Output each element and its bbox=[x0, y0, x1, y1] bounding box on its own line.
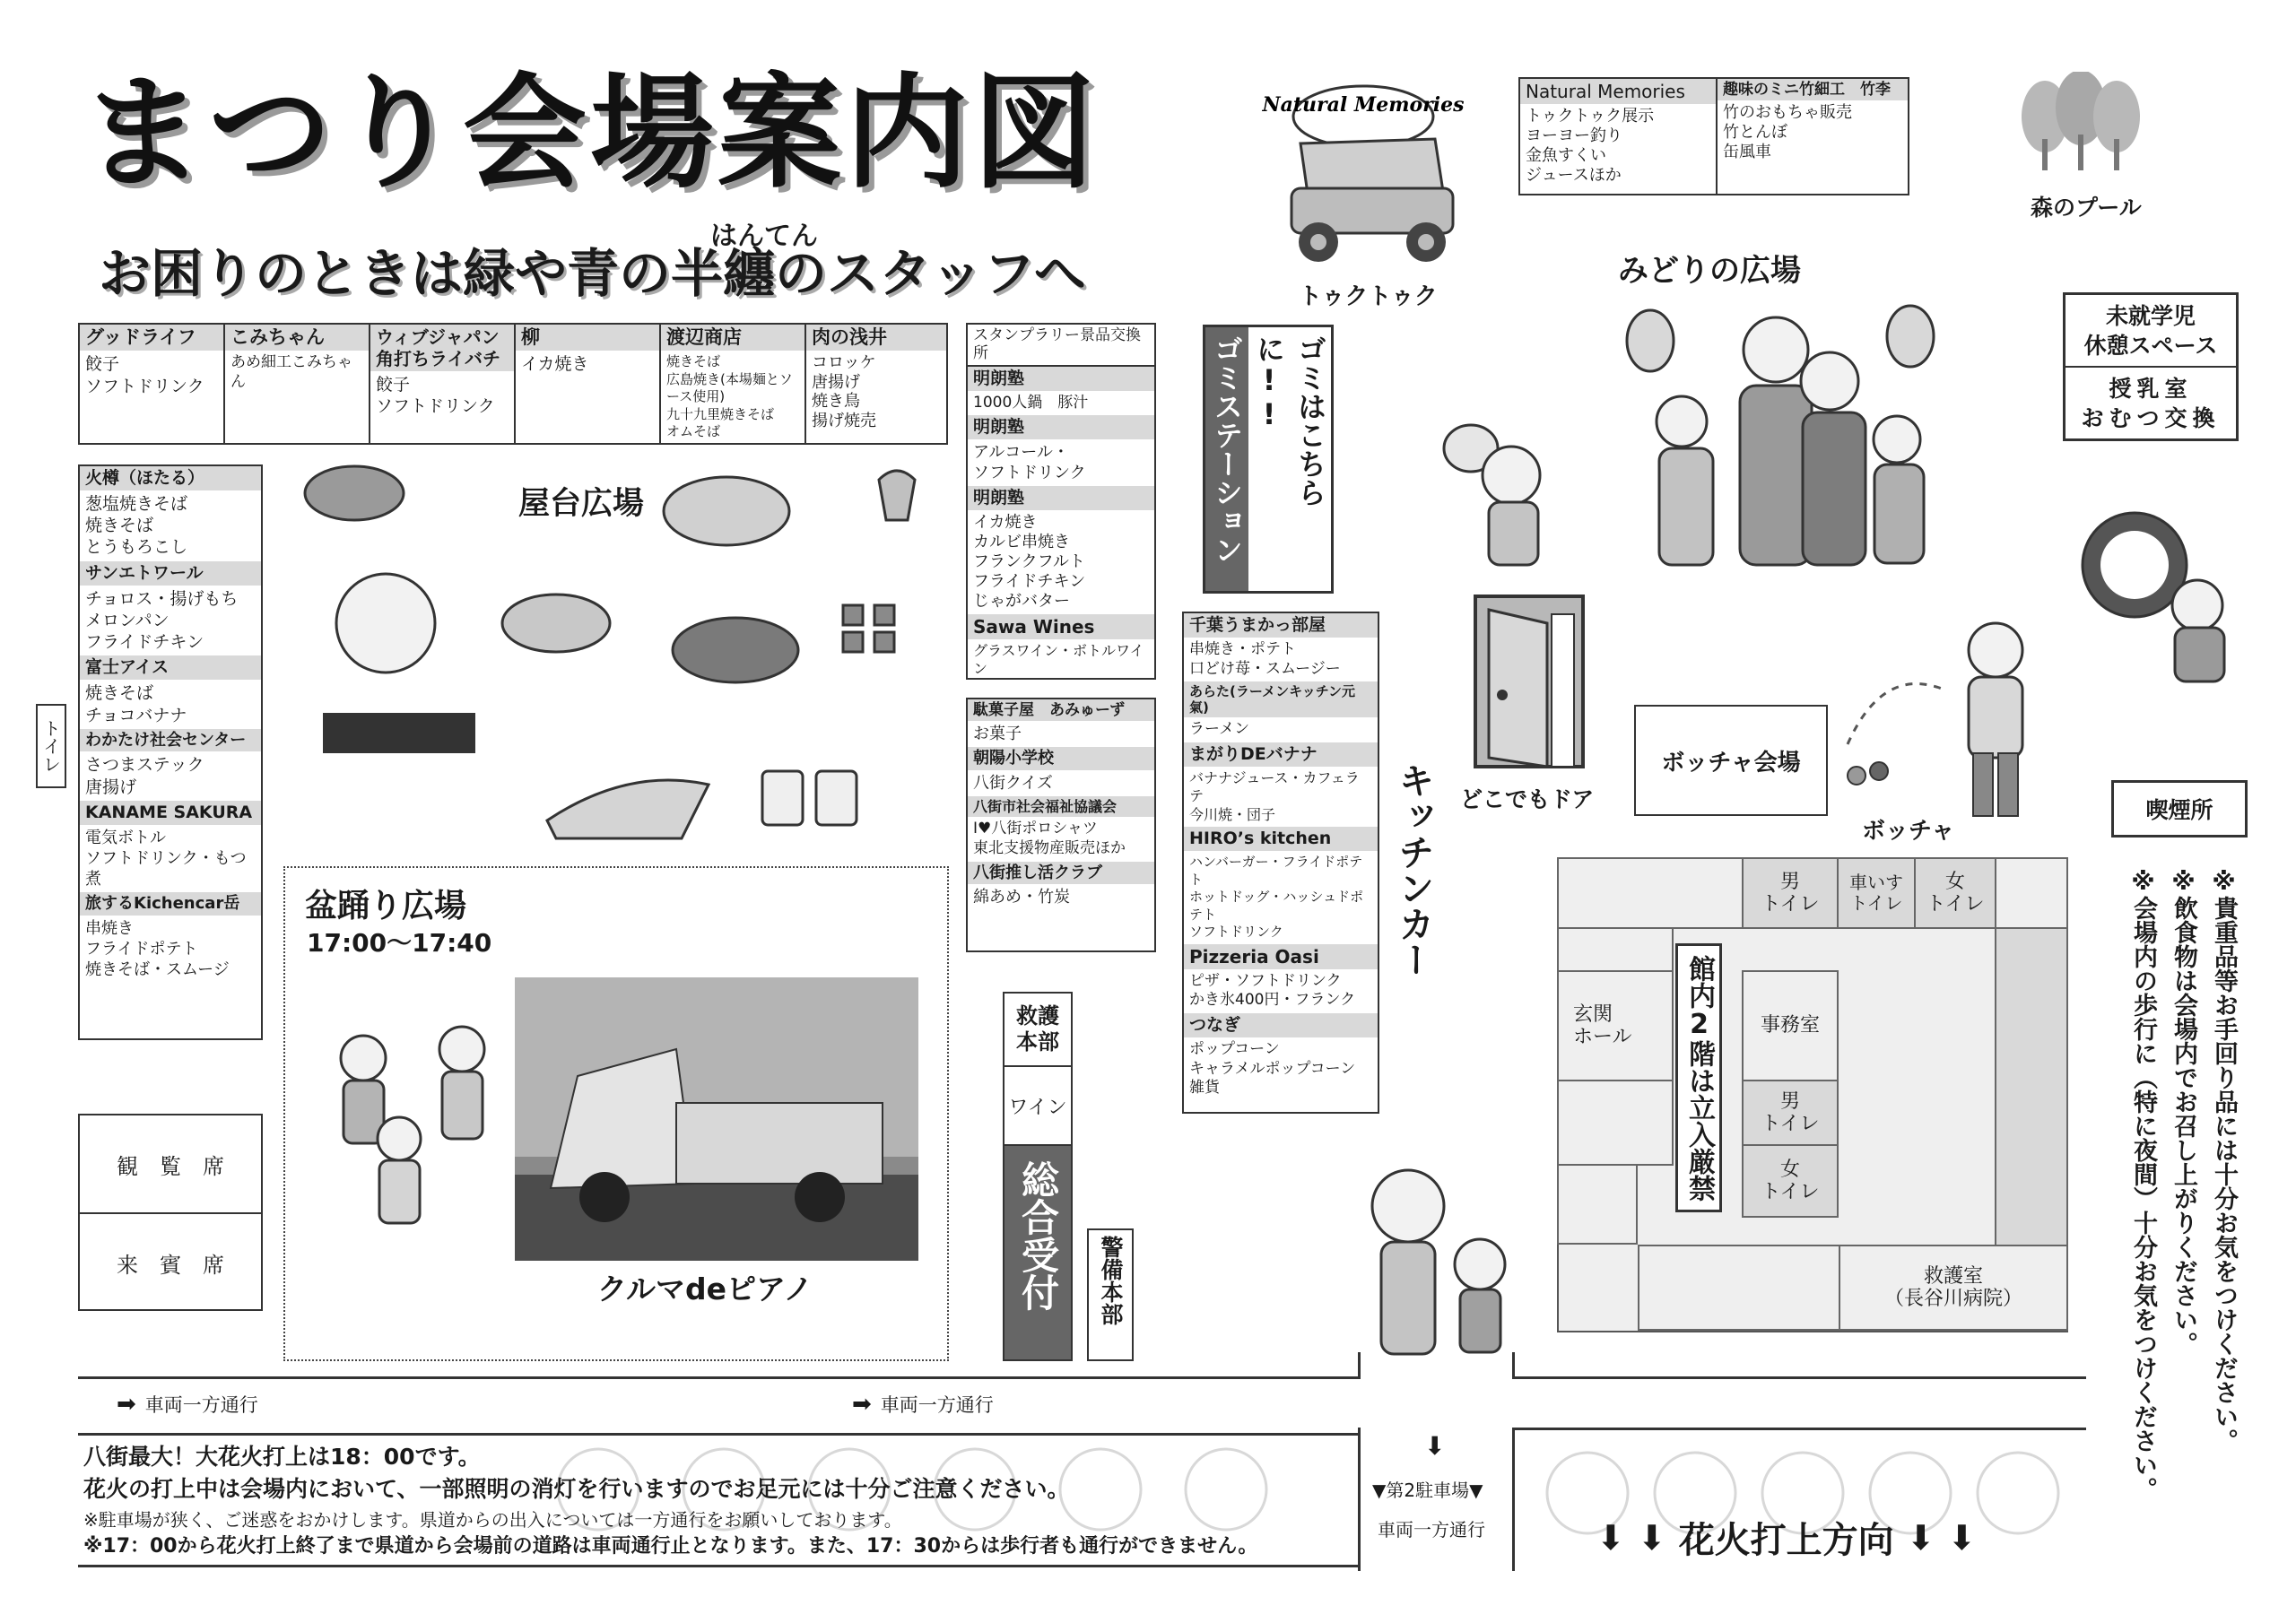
vendor-items: 餃子 ソフトドリンク bbox=[85, 354, 204, 396]
top-vendor-table bbox=[78, 323, 948, 445]
note-walking: ※会場内の歩行に（特に夜間）十分お気をつけください。 bbox=[2129, 868, 2157, 1501]
note-parking: ※駐車場が狭く、ご迷惑をおかけします。県道からの出入については一方通行をお願いしております。 bbox=[83, 1509, 902, 1531]
arrow-right-icon: ➡ bbox=[117, 1391, 136, 1418]
room-women-toilet: 女 トイレ bbox=[1742, 1144, 1839, 1218]
vendor-name: 駄菓子屋 あみゅーず bbox=[968, 699, 1154, 721]
vendor-name: スタンプラリー景品交換所 bbox=[968, 325, 1154, 367]
tuktuk-icon bbox=[1256, 72, 1471, 278]
parking-oneway-label: 車両一方通行 bbox=[1378, 1519, 1485, 1541]
kannai-warning bbox=[1675, 943, 1722, 1212]
room-bottom-left bbox=[1638, 1245, 1840, 1331]
seating-box bbox=[78, 1114, 263, 1311]
vendor-name: グッドライフ bbox=[80, 325, 223, 351]
food-icons bbox=[287, 453, 969, 865]
bon-odori-time: 17:00～17:40 bbox=[307, 928, 492, 958]
festival-dancer-icon bbox=[2081, 502, 2269, 717]
keibi-honbu-label: 警備本部 bbox=[1098, 1236, 1124, 1325]
smoking-area bbox=[2111, 780, 2248, 838]
toilet-label: トイレ bbox=[39, 719, 62, 773]
vendor-name: 渡辺商店 bbox=[661, 325, 804, 351]
vendor-cell bbox=[370, 325, 516, 443]
midori-plaza-label: みどりの広場 bbox=[1618, 253, 1801, 289]
subtitle-ruby: はんてん bbox=[710, 221, 818, 252]
gomi-here-label: ゴミはこちらに!! bbox=[1252, 334, 1327, 507]
wine-booth: ワイン bbox=[1004, 1067, 1071, 1146]
vendor-name: ウィブジャパン 角打ちライバチ bbox=[370, 325, 514, 371]
forest-trees-icon bbox=[2018, 72, 2144, 170]
vendor-name: まがりDEバナナ bbox=[1184, 742, 1378, 767]
vendor-cell bbox=[225, 325, 370, 443]
oneway-label: 車両一方通行 bbox=[144, 1394, 258, 1416]
road-line-right-post bbox=[1512, 1352, 1515, 1379]
vendor-items: 八街クイズ bbox=[973, 774, 1053, 794]
vendor-items: 串焼き・ポテト 口どけ苺・スムージー bbox=[1189, 639, 1341, 678]
road-lower-line bbox=[1512, 1428, 2086, 1430]
note-food: ※飲食物は会場内でお召し上がりください。 bbox=[2170, 868, 2197, 1356]
vendor-name: 肉の浅井 bbox=[806, 325, 946, 351]
vendor-name: KANAME SAKURA bbox=[80, 801, 261, 825]
vendor-name: 千葉うまかっ部屋 bbox=[1184, 613, 1378, 638]
vendor-name: Pizzeria Oasi bbox=[1184, 944, 1378, 969]
vendor-items: ハンバーガー・フライドポテト ホットドッグ・ハッシュドポテト ソフトドリンク bbox=[1189, 854, 1364, 941]
vendor-items: さつまステック 唐揚げ bbox=[85, 755, 204, 797]
gomi-station-label: ゴミステーション bbox=[1210, 334, 1244, 564]
vendor-items: トゥクトゥク展示 ヨーヨー釣り 金魚すくい ジュースほか bbox=[1526, 107, 1655, 185]
kyugo-honbu: 救護 本部 bbox=[1004, 994, 1071, 1067]
room-men-toilet: 男 トイレ bbox=[1742, 1080, 1839, 1146]
vendor-cell bbox=[80, 325, 225, 443]
vendor-items: 1000人鍋 豚汁 bbox=[973, 393, 1089, 412]
vendor-items: イカ焼き bbox=[521, 354, 589, 375]
vendor-name: こみちゃん bbox=[225, 325, 369, 351]
road-lower-right bbox=[1512, 1428, 1515, 1571]
fireworks-direction bbox=[1534, 1444, 2072, 1569]
vendor-items: チョロス・揚げもち メロンパン フライドチキン bbox=[85, 588, 239, 653]
arrow-right-icon: ➡ bbox=[852, 1391, 872, 1418]
arrow-down-icon: ⬇ bbox=[1596, 1517, 1625, 1558]
vendor-items: バナナジュース・カフェラテ 今川焼・団子 bbox=[1189, 768, 1360, 823]
vendor-items: グラスワイン・ボトルワイン bbox=[973, 641, 1144, 678]
piano-label: クルマdeピアノ bbox=[597, 1271, 813, 1306]
vendor-items: 串焼き フライドポテト 焼きそば・スムージ bbox=[85, 918, 230, 979]
dancers-icon bbox=[318, 1022, 507, 1228]
vendor-name: Sawa Wines bbox=[968, 614, 1154, 639]
room-wheelchair-toilet: 車いす トイレ bbox=[1837, 857, 1916, 929]
vendor-name: 富士アイス bbox=[80, 655, 261, 680]
vendor-name: 趣味のミニ竹細工 竹李 bbox=[1718, 79, 1908, 100]
door-icon bbox=[1471, 592, 1587, 771]
vendor-items: 焼きそば チョコバナナ bbox=[85, 683, 187, 725]
vendor-items: I♥八街ポロシャツ 東北支援物産販売ほか bbox=[973, 820, 1126, 857]
vendor-name: 火樽（ほたる） bbox=[80, 466, 261, 490]
nursery-label: 未就学児 休憩スペース bbox=[2066, 295, 2236, 368]
right-vendor-column bbox=[1182, 612, 1379, 1114]
smoking-label: 喫煙所 bbox=[2145, 797, 2213, 823]
vendor-items: 綿あめ・竹炭 bbox=[973, 888, 1070, 907]
nursing-room-label: 授乳室 おむつ交換 bbox=[2081, 376, 2221, 431]
yatai-plaza-label: 屋台広場 bbox=[518, 486, 645, 522]
kyugo-wine-sogo bbox=[1003, 992, 1073, 1361]
bon-odori-title: 盆踊り広場 bbox=[305, 888, 467, 924]
festival-family-icon bbox=[1614, 296, 1946, 601]
room-strip bbox=[1557, 857, 1744, 929]
vendor-name: わかたけ社会センター bbox=[80, 729, 261, 752]
keibi-honbu bbox=[1087, 1228, 1134, 1361]
room-left-bottom bbox=[1557, 1164, 1638, 1245]
vendor-name: 明朗塾 bbox=[968, 415, 1154, 439]
vendor-items: お菓子 bbox=[973, 725, 1022, 744]
gomi-station bbox=[1203, 325, 1334, 594]
arrow-down-icon: ⬇ bbox=[1906, 1517, 1935, 1558]
tuktuk-sign: Natural Memories bbox=[1262, 93, 1465, 117]
note-road-closure: ※17：00から花火打上終了まで県道から会場前の道路は車両通行止となります。また、17：30からは歩行者も通行ができません。 bbox=[83, 1535, 1258, 1558]
road-line-left bbox=[78, 1376, 1361, 1379]
vendor-name: サンエトワール bbox=[80, 561, 261, 586]
dokodemo-door-label: どこでもドア bbox=[1460, 786, 1595, 812]
room-left-mid bbox=[1557, 1080, 1674, 1166]
vendor-items: 竹のおもちゃ販売 竹とんぼ 缶風車 bbox=[1723, 103, 1852, 162]
vendor-items: 電気ボトル ソフトドリンク・もつ煮 bbox=[85, 828, 247, 889]
parking-arrow-icon: ⬇ bbox=[1424, 1431, 1446, 1461]
room-genkan: 玄関 ホール bbox=[1557, 970, 1674, 1081]
raihin-seat: 来 賓 席 bbox=[117, 1252, 224, 1278]
vendor-items: アルコール・ ソフトドリンク bbox=[973, 443, 1086, 483]
page-title: まつり会場案内図 bbox=[81, 61, 1100, 205]
vendor-name: つなぎ bbox=[1184, 1013, 1378, 1037]
vendor-name: 旅するKichencar岳 bbox=[80, 892, 261, 916]
vendor-items: 餃子 ソフトドリンク bbox=[376, 375, 495, 417]
kannai-warning-label: 館内2階は立入厳禁 bbox=[1683, 955, 1715, 1202]
vendor-items: ラーメン bbox=[1189, 720, 1250, 739]
vendor-name: HIRO’s kitchen bbox=[1184, 827, 1378, 851]
mid-vendor-column-a bbox=[966, 323, 1156, 680]
vendor-name: 八街市社会福祉協議会 bbox=[968, 796, 1154, 817]
vendor-name: 柳 bbox=[516, 325, 659, 351]
room-women-toilet-top: 女 トイレ bbox=[1914, 857, 1996, 929]
natural-memories-table bbox=[1518, 77, 1909, 195]
vendor-name: あらた(ラーメンキッチン元氣) bbox=[1184, 681, 1378, 717]
vendor-name: 八街推し活クラブ bbox=[968, 862, 1154, 885]
arrow-down-icon: ⬇ bbox=[1637, 1517, 1666, 1558]
forest-pool-label: 森のプール bbox=[2031, 195, 2142, 221]
note-lights-off: 花火の打上中は会場内において、一部照明の消灯を行いますのでお足元には十分ご注意ください。 bbox=[83, 1476, 1070, 1502]
road-line-right bbox=[1512, 1376, 2086, 1379]
room-men-toilet-top: 男 トイレ bbox=[1742, 857, 1839, 929]
girl-cotton-candy-icon bbox=[1435, 412, 1578, 574]
vendor-items: コロッケ 唐揚げ 焼き鳥 揚げ焼売 bbox=[812, 353, 876, 430]
boccia-venue-label: ボッチャ会場 bbox=[1661, 749, 1801, 777]
kitchencar-label: キッチンカー bbox=[1393, 762, 1434, 977]
vendor-items: あめ細工こみちゃん bbox=[230, 353, 352, 391]
vendor-items: ポップコーン キャラメルポップコーン 雑貨 bbox=[1189, 1039, 1356, 1098]
vendor-name: 明朗塾 bbox=[968, 486, 1154, 510]
oneway-label: 車両一方通行 bbox=[880, 1394, 994, 1416]
parking2-label: ▼第2駐車場▼ bbox=[1372, 1480, 1483, 1501]
vendor-items: イカ焼き カルビ串焼き フランクフルト フライドチキン じゃがバター bbox=[973, 512, 1086, 611]
oneway-sign-2 bbox=[852, 1391, 994, 1418]
boccia-label: ボッチャ bbox=[1862, 818, 1955, 845]
vertical-notes bbox=[2126, 868, 2241, 1576]
fireworks-direction-label: 花火打上方向 bbox=[1678, 1520, 1894, 1561]
room-strip bbox=[1995, 857, 2068, 929]
room-kyugoshitsu: 救護室 （長谷川病院） bbox=[1839, 1245, 2068, 1331]
kanran-seat: 観 覧 席 bbox=[80, 1115, 261, 1214]
mother-child-icon bbox=[1345, 1166, 1525, 1363]
piano-truck-photo bbox=[515, 977, 918, 1261]
vendor-name: 明朗塾 bbox=[968, 367, 1154, 391]
nursery-space-box bbox=[2063, 292, 2239, 441]
room-jimusho: 事務室 bbox=[1742, 970, 1839, 1081]
vendor-items: ピザ・ソフトドリンク かき氷400円・フランク bbox=[1189, 971, 1356, 1010]
vendor-items: 葱塩焼きそば 焼きそば とうもろこし bbox=[85, 493, 188, 558]
vendor-items: 焼きそば 広島焼き(本場麺とソース使用) 九十九里焼きそば オムそば bbox=[666, 353, 793, 440]
subtitle: お困りのときは緑や青の半纏のスタッフへ bbox=[99, 243, 1086, 304]
vendor-name: 朝陽小学校 bbox=[968, 747, 1154, 770]
note-valuables: ※貴重品等お手回り品には十分お気をつけください。 bbox=[2210, 868, 2238, 1453]
boccia-venue bbox=[1634, 705, 1828, 816]
tuktuk-label: トゥクトゥク bbox=[1299, 283, 1438, 310]
vendor-cell bbox=[806, 325, 946, 443]
road-line-left-post bbox=[1358, 1352, 1361, 1379]
bottom-notes-box bbox=[78, 1433, 1361, 1567]
vendor-cell bbox=[516, 325, 661, 443]
boccia-player-icon bbox=[1839, 619, 2072, 825]
vendor-name: Natural Memories bbox=[1520, 79, 1716, 104]
vendor-cell bbox=[661, 325, 806, 443]
note-fireworks-time: 八街最大！大花火打上は18：00です。 bbox=[83, 1444, 481, 1470]
room-left-top bbox=[1557, 927, 1674, 972]
sogo-uketsuke: 総合受付 bbox=[1016, 1160, 1060, 1311]
mid-vendor-column-b bbox=[966, 698, 1156, 952]
room-right-block bbox=[1995, 927, 2068, 1250]
arrow-down-icon: ⬇ bbox=[1947, 1517, 1977, 1558]
left-vendor-column bbox=[78, 464, 263, 1040]
toilet-left bbox=[36, 704, 66, 788]
oneway-sign-1 bbox=[117, 1391, 258, 1418]
